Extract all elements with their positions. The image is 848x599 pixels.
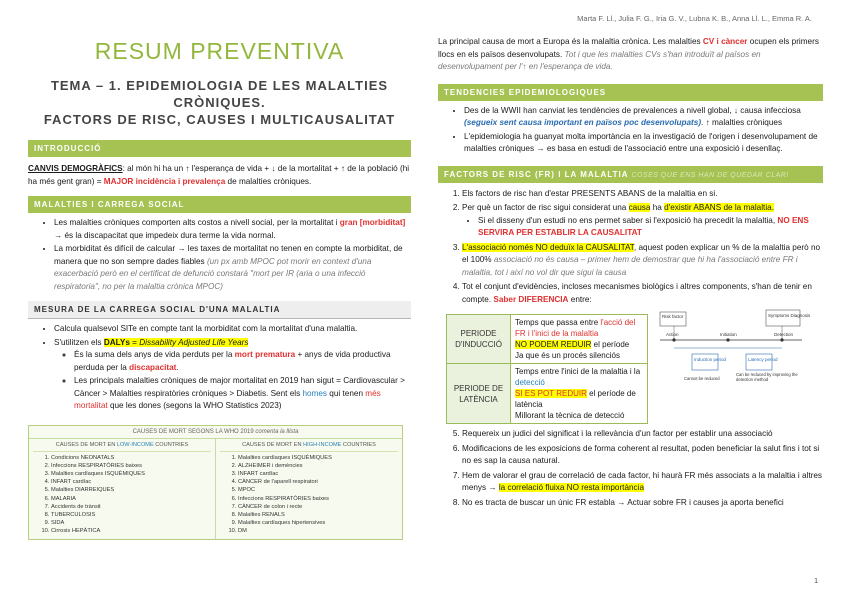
subtitle [28, 77, 411, 128]
high-income-header: CAUSES DE MORT EN HIGH-INCOME COUNTRIES [220, 442, 398, 452]
high-income-list [220, 454, 398, 536]
low-income-header: CAUSES DE MORT EN LOW-INCOME COUNTRIES [33, 442, 211, 452]
list-item: 7. CÀNCER de colon i recte [238, 503, 398, 511]
list-item: • Les malalties cròniques comporten alts costos a nivell social, per la mortalitat i gran [morbiditat] → és la discapacitat que impedeix dura terme la vida normal. [54, 217, 411, 242]
list-item: 2. ALZHEIMER i demències [238, 462, 398, 470]
latencia-description: Temps entre l'inici de la malaltia i la detecció SI ES POT REDUIR el període de latència Millorant la tècnica de detecció [511, 364, 648, 424]
initiation-label: Initiation [720, 332, 737, 337]
intro-right-paragraph: La principal causa de mort a Europa és la malaltia crònica. Les malalties CV i càncer ocupen els primers llocs en els països desenvolupats. Tot i que les malalties CVs s'han introduït al països en desenvolupament per l'↑ en l'esperança de vida. [438, 37, 819, 71]
latency-period-label: Latency period [748, 357, 778, 362]
list-item: 4. INFART cardíac [51, 478, 211, 486]
list-item: 3. INFART cardíac [238, 470, 398, 478]
periods-row [438, 308, 823, 424]
dalys-sublist [54, 349, 411, 413]
list-item: 6. Infeccions RESPIRATÒRIES baixes [238, 495, 398, 503]
list-item: 1. Els factors de risc han d'estar PRESENTS ABANS de la malaltia en si. [462, 188, 823, 201]
intro-text-end: de malalties cròniques. [225, 176, 312, 186]
list-item: 10. Cirrosis HEPÀTICA [51, 527, 211, 535]
factors-risc-list [438, 188, 823, 307]
list-item: • Si el disseny d'un estudi no ens permet saber si l'exposició ha precedit la malaltia, NO ENS SERVIRA PER ESTABLIR LA CAUSALITAT [478, 215, 823, 240]
list-item: 6. Modificacions de les exposicions de forma coherent al resultat, poden beneficiar la salut fins i tot si no es sap la causa natural. [462, 443, 823, 468]
list-item: 2. Infeccions RESPIRATÒRIES baixes [51, 462, 211, 470]
low-income-list [33, 454, 211, 536]
list-item: 3. Malalties cardíaques ISQUÈMIQUES [51, 470, 211, 478]
list-item: 10. DM [238, 527, 398, 535]
periods-table [446, 314, 648, 424]
section-heading-tendencies: TENDENCIES EPIDEMIOLOGIQUES [438, 84, 823, 101]
section-heading-carrega: MALALTIES I CARREGA SOCIAL [28, 196, 411, 213]
who-box-title: CAUSES DE MORT SEGONS LA WHO 2019 comenta la llista [29, 426, 402, 439]
authors: Marta F. Ll., Julia F. G., Iria G. V., Lubna K. B., Anna Ll. L., Emma R. A. [577, 14, 812, 23]
factors-risc-list-continued [438, 428, 823, 509]
subtitle-line-1: TEMA – 1. EPIDEMIOLOGIA DE LES MALALTIES CRÒNIQUES. [50, 78, 389, 110]
list-item: 1. Malalties cardíaques ISQUÈMIQUES [238, 454, 398, 462]
detection-label: Detection [774, 332, 794, 337]
list-item: 4. CÀNCER de l'aparell respiratori [238, 478, 398, 486]
intro-highlight: MAJOR incidència i prevalença [103, 176, 226, 186]
section-heading-factors-risc: FACTORS DE RISC (FR) I LA MALALTIA COSES QUE ENS HAN DE QUEDAR CLAR! [438, 166, 823, 183]
latencia-label: PERIODE DE LATÈNCIA [447, 364, 511, 424]
list-item: 9. SIDA [51, 519, 211, 527]
list-item: 5. MPOC [238, 486, 398, 494]
list-item: 3. L'associació només NO deduïx la CAUSALITAT, aquest poden explicar un % de la malaltia però no el 100% associació no és causa – primer hem de demostrar que hi ha l'associació entre FR i malaltia, tot i així no vol dir que sigui la causa [462, 242, 823, 280]
list-item: 8. No es tracta de buscar un únic FR establa → Actuar sobre FR i causes ja aporta benefici [462, 497, 823, 510]
table-row [447, 364, 648, 424]
list-item: ◦ És la suma dels anys de vida perduts per la mort prematura + anys de vida productiva perduda per la discapacitat. [74, 349, 411, 374]
left-column [28, 32, 411, 540]
intro-term: CANVIS DEMOGRÀFICS [28, 164, 123, 173]
low-income-column [29, 439, 215, 539]
section-heading-introduccio: INTRODUCCIÓ [28, 140, 411, 157]
page-number: 1 [814, 578, 818, 585]
who-causes-box [28, 425, 403, 540]
cannot-reduce-label: Cannot be reduced [684, 376, 720, 381]
list-item: • L'epidemiologia ha guanyat molta importància en la investigació de l'origen i desenvolupament de malalties cròniques → es basa en estudi de l'associació entre una exposició i desenllaç. [464, 131, 823, 156]
table-row [447, 315, 648, 364]
subtitle-line-2: FACTORS DE RISC, CAUSES I MULTICAUSALITAT [43, 112, 396, 127]
list-item: • Des de la WWII han canviat les tendències de prevalences a nivell global, ↓ causa infecciosa (segueix sent causa important en països poc desenvolupats). ↑ malalties cròniques [464, 105, 823, 130]
list-item: 8. TUBERCULOSIS [51, 511, 211, 519]
induccio-description: Temps que passa entre l'acció del FR i l'inici de la malaltia NO PODEM REDUIR el període Ja que és un procés silenciós [511, 315, 648, 364]
list-item: 7. Hem de valorar el grau de correlació de cada factor, hi haurà FR més associats a la malaltia i altres menys → la correlació fluixa NO resta importància [462, 470, 823, 495]
tendencies-list [438, 105, 823, 156]
mesura-list [28, 323, 411, 413]
right-column [438, 32, 823, 511]
action-label: Action [666, 332, 679, 337]
list-item: 4. Tot el conjunt d'evidències, incloses mecanismes biològics i altres components, s'han de tenir en compte. Saber DIFERENCIA entre: [462, 281, 823, 306]
list-item: • Calcula qualsevol SITe en compte tant la morbiditat com la mortalitat d'una malaltia. [54, 323, 411, 336]
high-income-column [215, 439, 402, 539]
list-item: 8. Malalties RENALS [238, 511, 398, 519]
list-item: 5. Malalties DIARREIQUES [51, 486, 211, 494]
list-item: ◦ Les principals malalties cròniques de major mortalitat en 2019 han sigut = Cardiovascular > Càncer > Malalties respiratòries cròniques > Diabetis. Sent els homes qui tenen més mortalitat que les dones (segons la WHO Statistics 2023) [74, 375, 411, 413]
risk-factor-label: Risk factor [662, 314, 684, 319]
section-heading-mesura: MESURA DE LA CARREGA SOCIAL D'UNA MALALTIA [28, 301, 411, 319]
list-item: 7. Accidents de trànsit [51, 503, 211, 511]
page-title: RESUM PREVENTIVA [94, 38, 345, 64]
list-item: • S'utilitzen els DALYs = Dissability Adjusted Life Years ◦ És la suma dels anys de vida perduts per la mort prematura + anys de vida productiva perduda per la discapacitat. ◦ Les principals malalties cròniques de major mortalitat en 2019 han sigut = Cardiovascular > Càncer > Malalties respiratòries cròniques > Diabetis. Sent els homes qui tenen més mortalitat que les dones (segons la WHO Statistics 2023) [54, 337, 411, 413]
list-item: 6. MALARIA [51, 495, 211, 503]
can-reduce-label: Can be reduced by improving the detection method [736, 372, 798, 382]
list-item: 1. Condicions NEONATALS [51, 454, 211, 462]
list-item: 9. Malalties cardíaques hipertensives [238, 519, 398, 527]
induction-latency-diagram [656, 308, 811, 420]
intro-paragraph [28, 163, 411, 188]
induction-period-label: Induction period [694, 357, 727, 362]
carrega-list [28, 217, 411, 293]
induccio-label: PERIODE D'INDUCCIÓ [447, 315, 511, 364]
symptoms-label: Symptoms Diagnosis [768, 313, 811, 318]
list-item: 2. Per què un factor de risc sigui considerat una causa ha d'existir ABANS de la malaltia. • Si el disseny d'un estudi no ens permet saber si l'exposició ha precedit la malaltia, NO ENS SERVIRA PER ESTABLIR LA CAUSALITAT [462, 202, 823, 240]
list-item: • La morbiditat és difícil de calcular → les taxes de mortalitat no tenen en compte la morbiditat, de manera que no son sempre dades fiables (un px amb MPOC pot morir en context d'una exacerbació però en el certificat de defunció constarà "mort per IR (aria o una infecció respiratoria", no per la malaltia crònica MPOC) [54, 243, 411, 293]
intro-text: : al món hi ha un ↑ l'esperança de vida + ↓ de la mortalitat + ↑ de la població (hi ha més gent gran) = [28, 164, 410, 186]
list-item: 5. Requereix un judici del significat i la rellevància d'un factor per establir una associació [462, 428, 823, 441]
